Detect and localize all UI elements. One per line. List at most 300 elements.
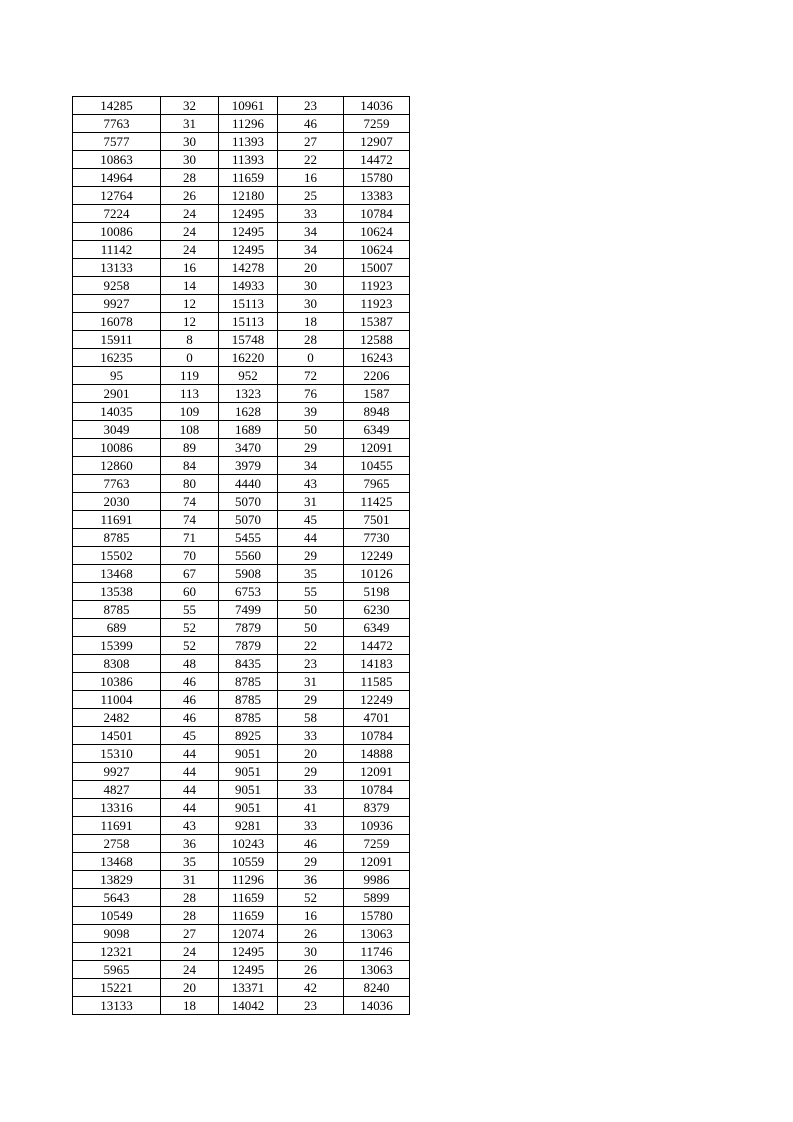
table-cell: 74 <box>161 511 219 529</box>
table-cell: 80 <box>161 475 219 493</box>
table-cell: 28 <box>161 889 219 907</box>
table-row <box>73 871 410 889</box>
table-cell: 29 <box>278 439 344 457</box>
table-row <box>73 439 410 457</box>
table-row <box>73 151 410 169</box>
table-row <box>73 169 410 187</box>
table-row <box>73 133 410 151</box>
table-cell: 11585 <box>344 673 410 691</box>
table-row <box>73 889 410 907</box>
table-cell: 20 <box>278 745 344 763</box>
table-cell: 9051 <box>219 763 278 781</box>
table-cell: 14036 <box>344 997 410 1015</box>
table-cell: 14036 <box>344 97 410 115</box>
table-cell: 23 <box>278 997 344 1015</box>
table-cell: 11659 <box>219 169 278 187</box>
table-cell: 35 <box>161 853 219 871</box>
table-cell: 11923 <box>344 277 410 295</box>
table-cell: 12249 <box>344 547 410 565</box>
table-cell: 60 <box>161 583 219 601</box>
table-cell: 8785 <box>73 529 161 547</box>
table-cell: 13383 <box>344 187 410 205</box>
table-row <box>73 853 410 871</box>
table-row <box>73 619 410 637</box>
table-cell: 5455 <box>219 529 278 547</box>
table-cell: 14 <box>161 277 219 295</box>
table-cell: 23 <box>278 97 344 115</box>
table-cell: 11659 <box>219 889 278 907</box>
table-cell: 26 <box>278 925 344 943</box>
table-cell: 8948 <box>344 403 410 421</box>
table-cell: 43 <box>161 817 219 835</box>
table-cell: 26 <box>161 187 219 205</box>
table-cell: 10624 <box>344 241 410 259</box>
table-cell: 5560 <box>219 547 278 565</box>
table-cell: 29 <box>278 853 344 871</box>
table-cell: 27 <box>278 133 344 151</box>
table-cell: 108 <box>161 421 219 439</box>
table-cell: 10086 <box>73 223 161 241</box>
table-cell: 8785 <box>73 601 161 619</box>
table-cell: 9927 <box>73 295 161 313</box>
table-cell: 8308 <box>73 655 161 673</box>
table-cell: 8379 <box>344 799 410 817</box>
table-row <box>73 979 410 997</box>
table-cell: 4827 <box>73 781 161 799</box>
table-cell: 15113 <box>219 313 278 331</box>
table-cell: 31 <box>278 673 344 691</box>
table-cell: 12074 <box>219 925 278 943</box>
table-cell: 44 <box>161 745 219 763</box>
table-cell: 7730 <box>344 529 410 547</box>
table-cell: 11393 <box>219 133 278 151</box>
table-cell: 689 <box>73 619 161 637</box>
table-cell: 31 <box>161 871 219 889</box>
table-cell: 34 <box>278 241 344 259</box>
table-cell: 45 <box>161 727 219 745</box>
table-cell: 12091 <box>344 439 410 457</box>
table-cell: 7224 <box>73 205 161 223</box>
table-cell: 10549 <box>73 907 161 925</box>
table-body <box>73 97 410 1015</box>
table-cell: 2758 <box>73 835 161 853</box>
table-row <box>73 331 410 349</box>
table-cell: 7763 <box>73 475 161 493</box>
table-cell: 12180 <box>219 187 278 205</box>
table-cell: 12764 <box>73 187 161 205</box>
table-cell: 15221 <box>73 979 161 997</box>
table-row <box>73 565 410 583</box>
table-row <box>73 601 410 619</box>
table-cell: 30 <box>278 277 344 295</box>
table-cell: 95 <box>73 367 161 385</box>
table-cell: 11296 <box>219 115 278 133</box>
table-cell: 31 <box>161 115 219 133</box>
table-cell: 13133 <box>73 259 161 277</box>
table-row <box>73 241 410 259</box>
table-cell: 43 <box>278 475 344 493</box>
table-cell: 30 <box>161 151 219 169</box>
table-row <box>73 709 410 727</box>
table-cell: 7577 <box>73 133 161 151</box>
table-cell: 24 <box>161 943 219 961</box>
table-cell: 35 <box>278 565 344 583</box>
table-cell: 4440 <box>219 475 278 493</box>
table-cell: 52 <box>278 889 344 907</box>
table-cell: 10455 <box>344 457 410 475</box>
table-cell: 28 <box>161 169 219 187</box>
table-cell: 10936 <box>344 817 410 835</box>
table-cell: 12588 <box>344 331 410 349</box>
table-cell: 31 <box>278 493 344 511</box>
table-cell: 5965 <box>73 961 161 979</box>
table-cell: 22 <box>278 151 344 169</box>
table-cell: 25 <box>278 187 344 205</box>
table-cell: 7259 <box>344 115 410 133</box>
table-cell: 22 <box>278 637 344 655</box>
table-cell: 39 <box>278 403 344 421</box>
table-row <box>73 457 410 475</box>
table-cell: 32 <box>161 97 219 115</box>
table-cell: 34 <box>278 457 344 475</box>
table-cell: 20 <box>278 259 344 277</box>
table-row <box>73 745 410 763</box>
table-cell: 13063 <box>344 925 410 943</box>
table-cell: 13538 <box>73 583 161 601</box>
table-cell: 14285 <box>73 97 161 115</box>
table-cell: 2206 <box>344 367 410 385</box>
table-row <box>73 691 410 709</box>
table-cell: 1628 <box>219 403 278 421</box>
table-cell: 16 <box>278 169 344 187</box>
table-row <box>73 961 410 979</box>
table-cell: 50 <box>278 619 344 637</box>
table-cell: 6349 <box>344 421 410 439</box>
table-cell: 50 <box>278 601 344 619</box>
table-cell: 46 <box>161 709 219 727</box>
table-cell: 11659 <box>219 907 278 925</box>
table-row <box>73 835 410 853</box>
table-cell: 7501 <box>344 511 410 529</box>
table-cell: 15911 <box>73 331 161 349</box>
table-cell: 7965 <box>344 475 410 493</box>
table-cell: 16243 <box>344 349 410 367</box>
table-cell: 30 <box>161 133 219 151</box>
table-cell: 84 <box>161 457 219 475</box>
table-cell: 14035 <box>73 403 161 421</box>
table-cell: 14042 <box>219 997 278 1015</box>
table-cell: 15502 <box>73 547 161 565</box>
table-cell: 14472 <box>344 151 410 169</box>
table-cell: 5908 <box>219 565 278 583</box>
table-cell: 41 <box>278 799 344 817</box>
table-row <box>73 655 410 673</box>
table-cell: 46 <box>161 691 219 709</box>
table-cell: 11142 <box>73 241 161 259</box>
table-cell: 12321 <box>73 943 161 961</box>
table-cell: 14964 <box>73 169 161 187</box>
table-cell: 8925 <box>219 727 278 745</box>
table-cell: 2030 <box>73 493 161 511</box>
table-cell: 42 <box>278 979 344 997</box>
table-cell: 16078 <box>73 313 161 331</box>
table-cell: 28 <box>161 907 219 925</box>
table-cell: 12249 <box>344 691 410 709</box>
table-row <box>73 385 410 403</box>
table-cell: 1323 <box>219 385 278 403</box>
table-cell: 12091 <box>344 763 410 781</box>
table-cell: 50 <box>278 421 344 439</box>
table-cell: 1587 <box>344 385 410 403</box>
table-row <box>73 637 410 655</box>
table-cell: 13133 <box>73 997 161 1015</box>
table-cell: 12091 <box>344 853 410 871</box>
table-cell: 29 <box>278 547 344 565</box>
table-cell: 8785 <box>219 691 278 709</box>
table-cell: 2901 <box>73 385 161 403</box>
table-row <box>73 115 410 133</box>
table-row <box>73 421 410 439</box>
table-cell: 10784 <box>344 781 410 799</box>
table-cell: 10961 <box>219 97 278 115</box>
table-cell: 12 <box>161 295 219 313</box>
table-cell: 16 <box>278 907 344 925</box>
table-cell: 29 <box>278 763 344 781</box>
table-cell: 10086 <box>73 439 161 457</box>
table-cell: 119 <box>161 367 219 385</box>
table-cell: 0 <box>278 349 344 367</box>
table-cell: 9281 <box>219 817 278 835</box>
table-cell: 13063 <box>344 961 410 979</box>
table-cell: 12495 <box>219 205 278 223</box>
table-cell: 33 <box>278 727 344 745</box>
table-cell: 12495 <box>219 223 278 241</box>
table-cell: 67 <box>161 565 219 583</box>
table-cell: 2482 <box>73 709 161 727</box>
table-row <box>73 529 410 547</box>
table-cell: 14278 <box>219 259 278 277</box>
table-row <box>73 493 410 511</box>
table-cell: 23 <box>278 655 344 673</box>
table-cell: 11923 <box>344 295 410 313</box>
table-cell: 16235 <box>73 349 161 367</box>
data-table <box>72 96 410 1015</box>
table-row <box>73 781 410 799</box>
table-row <box>73 349 410 367</box>
table-cell: 8785 <box>219 673 278 691</box>
table-cell: 10863 <box>73 151 161 169</box>
table-cell: 44 <box>278 529 344 547</box>
table-row <box>73 547 410 565</box>
table-cell: 10386 <box>73 673 161 691</box>
table-cell: 34 <box>278 223 344 241</box>
table-cell: 11004 <box>73 691 161 709</box>
table-row <box>73 475 410 493</box>
table-cell: 11393 <box>219 151 278 169</box>
table-row <box>73 313 410 331</box>
table-row <box>73 205 410 223</box>
table-cell: 44 <box>161 799 219 817</box>
table-cell: 33 <box>278 205 344 223</box>
table-cell: 30 <box>278 295 344 313</box>
table-cell: 72 <box>278 367 344 385</box>
table-cell: 70 <box>161 547 219 565</box>
table-cell: 6230 <box>344 601 410 619</box>
table-cell: 8435 <box>219 655 278 673</box>
table-cell: 13829 <box>73 871 161 889</box>
table-cell: 26 <box>278 961 344 979</box>
table-cell: 55 <box>278 583 344 601</box>
table-cell: 1689 <box>219 421 278 439</box>
table-row <box>73 223 410 241</box>
table-row <box>73 187 410 205</box>
table-cell: 5070 <box>219 511 278 529</box>
table-cell: 14472 <box>344 637 410 655</box>
table-cell: 14933 <box>219 277 278 295</box>
table-cell: 10559 <box>219 853 278 871</box>
table-row <box>73 907 410 925</box>
table-row <box>73 403 410 421</box>
table-cell: 48 <box>161 655 219 673</box>
table-cell: 16220 <box>219 349 278 367</box>
table-cell: 3979 <box>219 457 278 475</box>
table-cell: 9051 <box>219 781 278 799</box>
table-cell: 9051 <box>219 745 278 763</box>
table-cell: 15399 <box>73 637 161 655</box>
table-cell: 20 <box>161 979 219 997</box>
table-row <box>73 727 410 745</box>
table-cell: 5198 <box>344 583 410 601</box>
table-row <box>73 277 410 295</box>
table-cell: 36 <box>161 835 219 853</box>
table-cell: 11425 <box>344 493 410 511</box>
table-row <box>73 943 410 961</box>
table-cell: 15748 <box>219 331 278 349</box>
table-cell: 7499 <box>219 601 278 619</box>
table-cell: 113 <box>161 385 219 403</box>
table-cell: 12495 <box>219 943 278 961</box>
table-row <box>73 997 410 1015</box>
table-cell: 30 <box>278 943 344 961</box>
table-cell: 12860 <box>73 457 161 475</box>
table-cell: 9927 <box>73 763 161 781</box>
table-cell: 109 <box>161 403 219 421</box>
table-cell: 9098 <box>73 925 161 943</box>
table-cell: 6349 <box>344 619 410 637</box>
table-cell: 24 <box>161 241 219 259</box>
table-cell: 89 <box>161 439 219 457</box>
table-cell: 7763 <box>73 115 161 133</box>
table-row <box>73 583 410 601</box>
table-cell: 36 <box>278 871 344 889</box>
table-cell: 8785 <box>219 709 278 727</box>
table-cell: 15387 <box>344 313 410 331</box>
table-cell: 6753 <box>219 583 278 601</box>
table-cell: 3049 <box>73 421 161 439</box>
table-cell: 15780 <box>344 169 410 187</box>
table-cell: 10624 <box>344 223 410 241</box>
table-cell: 5643 <box>73 889 161 907</box>
table-row <box>73 925 410 943</box>
table-cell: 13468 <box>73 853 161 871</box>
table-cell: 12495 <box>219 961 278 979</box>
table-cell: 11746 <box>344 943 410 961</box>
table-row <box>73 673 410 691</box>
table-cell: 33 <box>278 817 344 835</box>
table-row <box>73 295 410 313</box>
table-cell: 9986 <box>344 871 410 889</box>
table-cell: 11691 <box>73 511 161 529</box>
table-cell: 0 <box>161 349 219 367</box>
table-row <box>73 799 410 817</box>
table-cell: 13468 <box>73 565 161 583</box>
table-cell: 46 <box>278 835 344 853</box>
table-cell: 15113 <box>219 295 278 313</box>
table-cell: 44 <box>161 763 219 781</box>
table-cell: 28 <box>278 331 344 349</box>
table-cell: 9051 <box>219 799 278 817</box>
table-row <box>73 763 410 781</box>
table-row <box>73 511 410 529</box>
table-cell: 13371 <box>219 979 278 997</box>
table-cell: 10784 <box>344 727 410 745</box>
table-cell: 4701 <box>344 709 410 727</box>
table-cell: 14183 <box>344 655 410 673</box>
table-row <box>73 817 410 835</box>
table-cell: 15007 <box>344 259 410 277</box>
table-cell: 5070 <box>219 493 278 511</box>
table-cell: 15310 <box>73 745 161 763</box>
table-cell: 45 <box>278 511 344 529</box>
table-row <box>73 97 410 115</box>
table-cell: 11296 <box>219 871 278 889</box>
table-cell: 44 <box>161 781 219 799</box>
table-cell: 12 <box>161 313 219 331</box>
table-cell: 27 <box>161 925 219 943</box>
table-cell: 5899 <box>344 889 410 907</box>
table-cell: 52 <box>161 619 219 637</box>
table-cell: 74 <box>161 493 219 511</box>
table-cell: 29 <box>278 691 344 709</box>
table-cell: 24 <box>161 223 219 241</box>
table-cell: 952 <box>219 367 278 385</box>
table-cell: 71 <box>161 529 219 547</box>
table-cell: 15780 <box>344 907 410 925</box>
table-cell: 9258 <box>73 277 161 295</box>
table-cell: 55 <box>161 601 219 619</box>
table-cell: 11691 <box>73 817 161 835</box>
table-cell: 10243 <box>219 835 278 853</box>
table-row <box>73 259 410 277</box>
table-cell: 24 <box>161 205 219 223</box>
table-cell: 18 <box>278 313 344 331</box>
table-cell: 12495 <box>219 241 278 259</box>
table-cell: 16 <box>161 259 219 277</box>
table-cell: 46 <box>278 115 344 133</box>
table-cell: 14501 <box>73 727 161 745</box>
table-cell: 3470 <box>219 439 278 457</box>
table-cell: 10126 <box>344 565 410 583</box>
table-cell: 52 <box>161 637 219 655</box>
table-cell: 13316 <box>73 799 161 817</box>
table-cell: 10784 <box>344 205 410 223</box>
table-cell: 46 <box>161 673 219 691</box>
table-cell: 76 <box>278 385 344 403</box>
table-cell: 7259 <box>344 835 410 853</box>
table-cell: 7879 <box>219 619 278 637</box>
table-cell: 24 <box>161 961 219 979</box>
table-cell: 7879 <box>219 637 278 655</box>
